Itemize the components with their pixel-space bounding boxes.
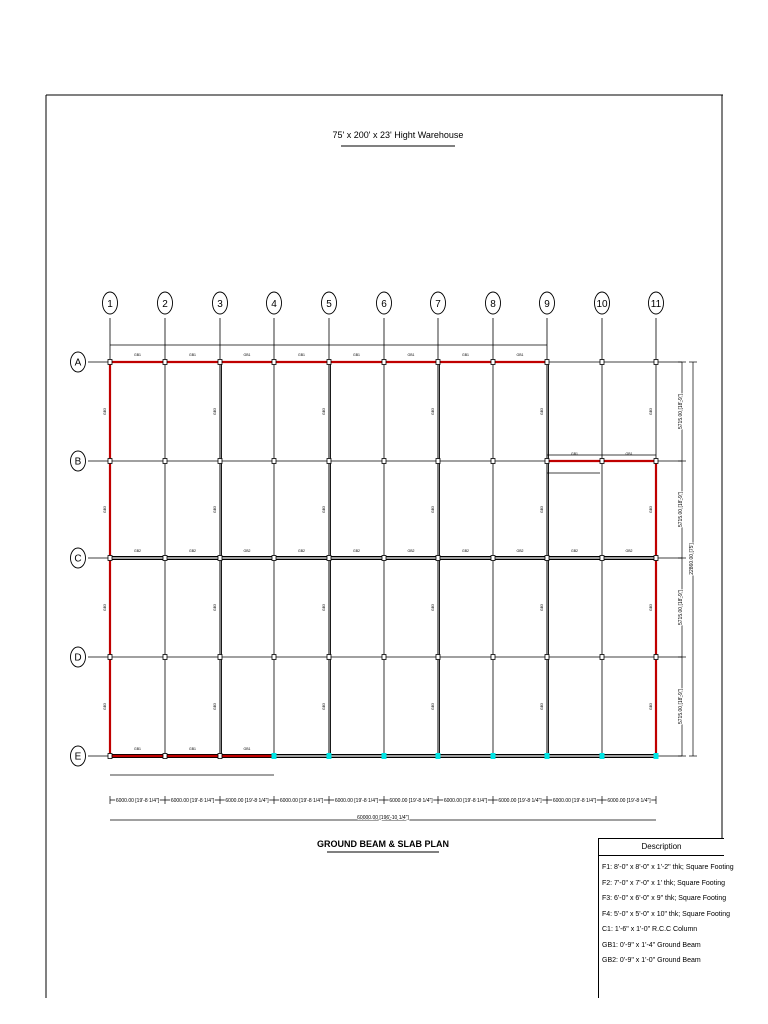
marker-11E — [654, 753, 659, 759]
column-1A — [108, 360, 112, 365]
legend-item-f4: F4: 5'-0" x 5'-0" x 10" thk; Square Footing — [602, 910, 731, 918]
marker-5E — [327, 753, 332, 759]
column-7A — [436, 360, 440, 365]
beam-label-v-656-3: GB3 — [649, 702, 653, 711]
bay-dim-text-5: 6000.00 [19'-8 1/4"] — [334, 798, 379, 804]
row-dim-text-1: 5715.00 [18'-9"] — [678, 394, 684, 429]
beam-label-v-110-3: GB3 — [103, 702, 107, 711]
column-7D — [436, 655, 440, 660]
column-8C — [491, 556, 495, 561]
grid-bubble-label-2: 2 — [162, 299, 168, 310]
column-3A — [218, 360, 222, 365]
legend-title: Description — [599, 839, 724, 856]
beam-label-C8: GB2 — [516, 549, 524, 553]
beam-label-A8: GB1 — [516, 353, 524, 357]
column-8A — [491, 360, 495, 365]
beam-label-A4: GB1 — [297, 353, 306, 357]
bay-dim-text-8: 6000.00 [19'-8 1/4"] — [498, 798, 542, 804]
column-6B — [382, 459, 386, 464]
column-7C — [436, 556, 440, 561]
grid-bubble-label-9: 9 — [544, 299, 550, 310]
beam-label-v-438-0: GB3 — [431, 407, 435, 416]
ground-beam-slab-plan — [71, 292, 698, 821]
column-11D — [654, 655, 658, 660]
total-row-dim-text: 22860.00 [75'] — [689, 543, 695, 575]
beam-label-A3: GB1 — [243, 353, 251, 357]
column-1E — [108, 754, 112, 759]
marker-10E — [600, 753, 605, 759]
beam-label-v-110-0: GB3 — [103, 407, 107, 416]
beam-label-A5: GB1 — [352, 353, 361, 357]
grid-bubble-label-1: 1 — [107, 299, 113, 310]
column-9D — [545, 655, 549, 660]
legend-item-c1: C1: 1'-6" x 1'-0" R.C.C Column — [602, 926, 698, 933]
column-6C — [382, 556, 386, 561]
grid-bubble-label-5: 5 — [326, 299, 332, 310]
column-2A — [163, 360, 167, 365]
column-8D — [491, 655, 495, 660]
beam-label-C1: GB2 — [133, 549, 142, 553]
beam-label-v-547-1: GB3 — [540, 505, 544, 514]
marker-9E — [545, 753, 550, 759]
column-5B — [327, 459, 331, 464]
grid-bubble-label-4: 4 — [271, 299, 277, 310]
column-4B — [272, 459, 276, 464]
column-6A — [382, 360, 386, 365]
column-1C — [108, 556, 112, 561]
column-3B — [218, 459, 222, 464]
marker-4E — [272, 753, 277, 759]
beam-label-C10: GB2 — [625, 549, 633, 553]
beam-label-A1: GB1 — [133, 353, 142, 357]
column-4C — [272, 556, 276, 561]
beam-label-v-547-3: GB3 — [540, 702, 544, 711]
grid-bubble-label-8: 8 — [490, 299, 496, 310]
beam-label-v-656-1: GB3 — [649, 505, 653, 514]
marker-7E — [436, 753, 441, 759]
beam-label-C6: GB2 — [407, 549, 415, 553]
beam-label-v-656-0: GB3 — [649, 407, 653, 416]
beam-label-A2: GB1 — [188, 353, 197, 357]
column-2E — [163, 754, 167, 759]
legend-item-gb1: GB1: 0'-9" x 1'-4" Ground Beam — [602, 941, 701, 949]
beam-label-v-438-3: GB3 — [431, 702, 435, 711]
column-10A — [600, 360, 604, 365]
bay-dim-text-9: 6000.00 [19'-8 1/4"] — [552, 798, 597, 804]
column-4A — [272, 360, 276, 365]
legend-item-f2: F2: 7'-0" x 7'-0" x 1' thk; Square Footing — [602, 879, 725, 887]
bay-dim-text-1: 6000.00 [19'-8 1/4"] — [115, 798, 160, 804]
column-11A — [654, 360, 658, 365]
bay-dim-text-10: 6000.00 [19'-8 1/4"] — [607, 798, 651, 804]
beam-label-v-220-1: GB3 — [213, 505, 217, 514]
grid-bubble-label-B: B — [74, 456, 82, 468]
grid-bubble-label-C: C — [74, 553, 82, 565]
row-dim-text-4: 5715.00 [18'-9"] — [678, 689, 684, 724]
beam-label-v-220-3: GB3 — [213, 702, 217, 711]
grid-bubble-label-E: E — [74, 751, 82, 763]
column-2C — [163, 556, 167, 561]
column-3C — [218, 556, 222, 561]
beam-label-v-547-0: GB3 — [540, 407, 544, 416]
column-11C — [654, 556, 658, 561]
bay-dim-text-3: 6000.00 [19'-8 1/4"] — [225, 798, 269, 804]
beam-label-v-656-2: GB3 — [649, 603, 653, 612]
marker-6E — [382, 753, 387, 759]
legend-item-f3: F3: 6'-0" x 6'-0" x 9" thk; Square Footing — [602, 895, 727, 902]
total-dim-text: 60000.00 [196'-10 1/4"] — [357, 815, 409, 821]
column-9C — [545, 556, 549, 561]
beam-label-B10: GB1 — [625, 452, 633, 456]
column-7B — [436, 459, 440, 464]
grid-bubble-label-7: 7 — [435, 299, 441, 310]
grid-bubble-label-10: 10 — [596, 299, 608, 310]
drawing-title: 75' x 200' x 23' Hight Warehouse — [332, 130, 464, 140]
column-3E — [218, 754, 222, 759]
column-10B — [600, 459, 604, 464]
beam-label-C9: GB2 — [570, 549, 579, 553]
beam-label-v-438-2: GB3 — [431, 603, 435, 612]
column-2D — [163, 655, 167, 660]
beam-label-v-329-3: GB3 — [322, 702, 326, 711]
beam-label-C7: GB2 — [461, 549, 470, 553]
row-dim-text-3: 5715.00 [18'-9"] — [678, 590, 684, 625]
column-3D — [218, 655, 222, 660]
description-legend — [598, 838, 734, 998]
beam-label-v-220-0: GB3 — [213, 407, 217, 416]
column-1B — [108, 459, 112, 464]
column-5A — [327, 360, 331, 365]
row-dim-text-2: 5715.00 [18'-9"] — [678, 492, 684, 527]
beam-label-A6: GB1 — [407, 353, 415, 357]
column-9B — [545, 459, 549, 464]
column-5C — [327, 556, 331, 561]
beam-label-v-329-0: GB3 — [322, 407, 326, 416]
beam-label-C3: GB2 — [243, 549, 251, 553]
column-4D — [272, 655, 276, 660]
legend-item-f1: F1: 8'-0" x 8'-0" x 1'-2" thk; Square Footing — [602, 864, 734, 871]
column-2B — [163, 459, 167, 464]
column-10C — [600, 556, 604, 561]
beam-label-E1: GB1 — [133, 747, 142, 751]
beam-label-E3: GB1 — [243, 747, 251, 751]
legend-item-gb2: GB2: 0'-9" x 1'-0" Ground Beam — [602, 957, 701, 964]
column-5D — [327, 655, 331, 660]
column-11B — [654, 459, 658, 464]
beam-label-v-110-1: GB3 — [103, 505, 107, 514]
beam-label-B9: GB1 — [570, 452, 579, 456]
column-6D — [382, 655, 386, 660]
column-1D — [108, 655, 112, 660]
beam-label-v-220-2: GB3 — [213, 603, 217, 612]
marker-8E — [491, 753, 496, 759]
beam-label-v-438-1: GB3 — [431, 505, 435, 514]
grid-bubble-label-3: 3 — [217, 299, 223, 310]
bay-dim-text-2: 6000.00 [19'-8 1/4"] — [170, 798, 215, 804]
grid-bubble-label-6: 6 — [381, 299, 387, 310]
beam-label-E2: GB1 — [188, 747, 197, 751]
bay-dim-text-4: 6000.00 [19'-8 1/4"] — [279, 798, 324, 804]
plan-title: GROUND BEAM & SLAB PLAN — [317, 839, 449, 849]
column-10D — [600, 655, 604, 660]
beam-label-C4: GB2 — [297, 549, 306, 553]
beam-label-A7: GB1 — [461, 353, 470, 357]
beam-label-v-329-1: GB3 — [322, 505, 326, 514]
bay-dim-text-7: 6000.00 [19'-8 1/4"] — [443, 798, 488, 804]
beam-label-v-110-2: GB3 — [103, 603, 107, 612]
beam-label-C2: GB2 — [188, 549, 197, 553]
beam-label-v-329-2: GB3 — [322, 603, 326, 612]
bay-dim-text-6: 6000.00 [19'-8 1/4"] — [389, 798, 433, 804]
beam-label-v-547-2: GB3 — [540, 603, 544, 612]
grid-bubble-label-A: A — [74, 357, 82, 369]
grid-bubble-label-D: D — [74, 652, 82, 664]
column-9A — [545, 360, 549, 365]
beam-label-C5: GB2 — [352, 549, 361, 553]
grid-bubble-label-11: 11 — [650, 299, 662, 310]
column-8B — [491, 459, 495, 464]
